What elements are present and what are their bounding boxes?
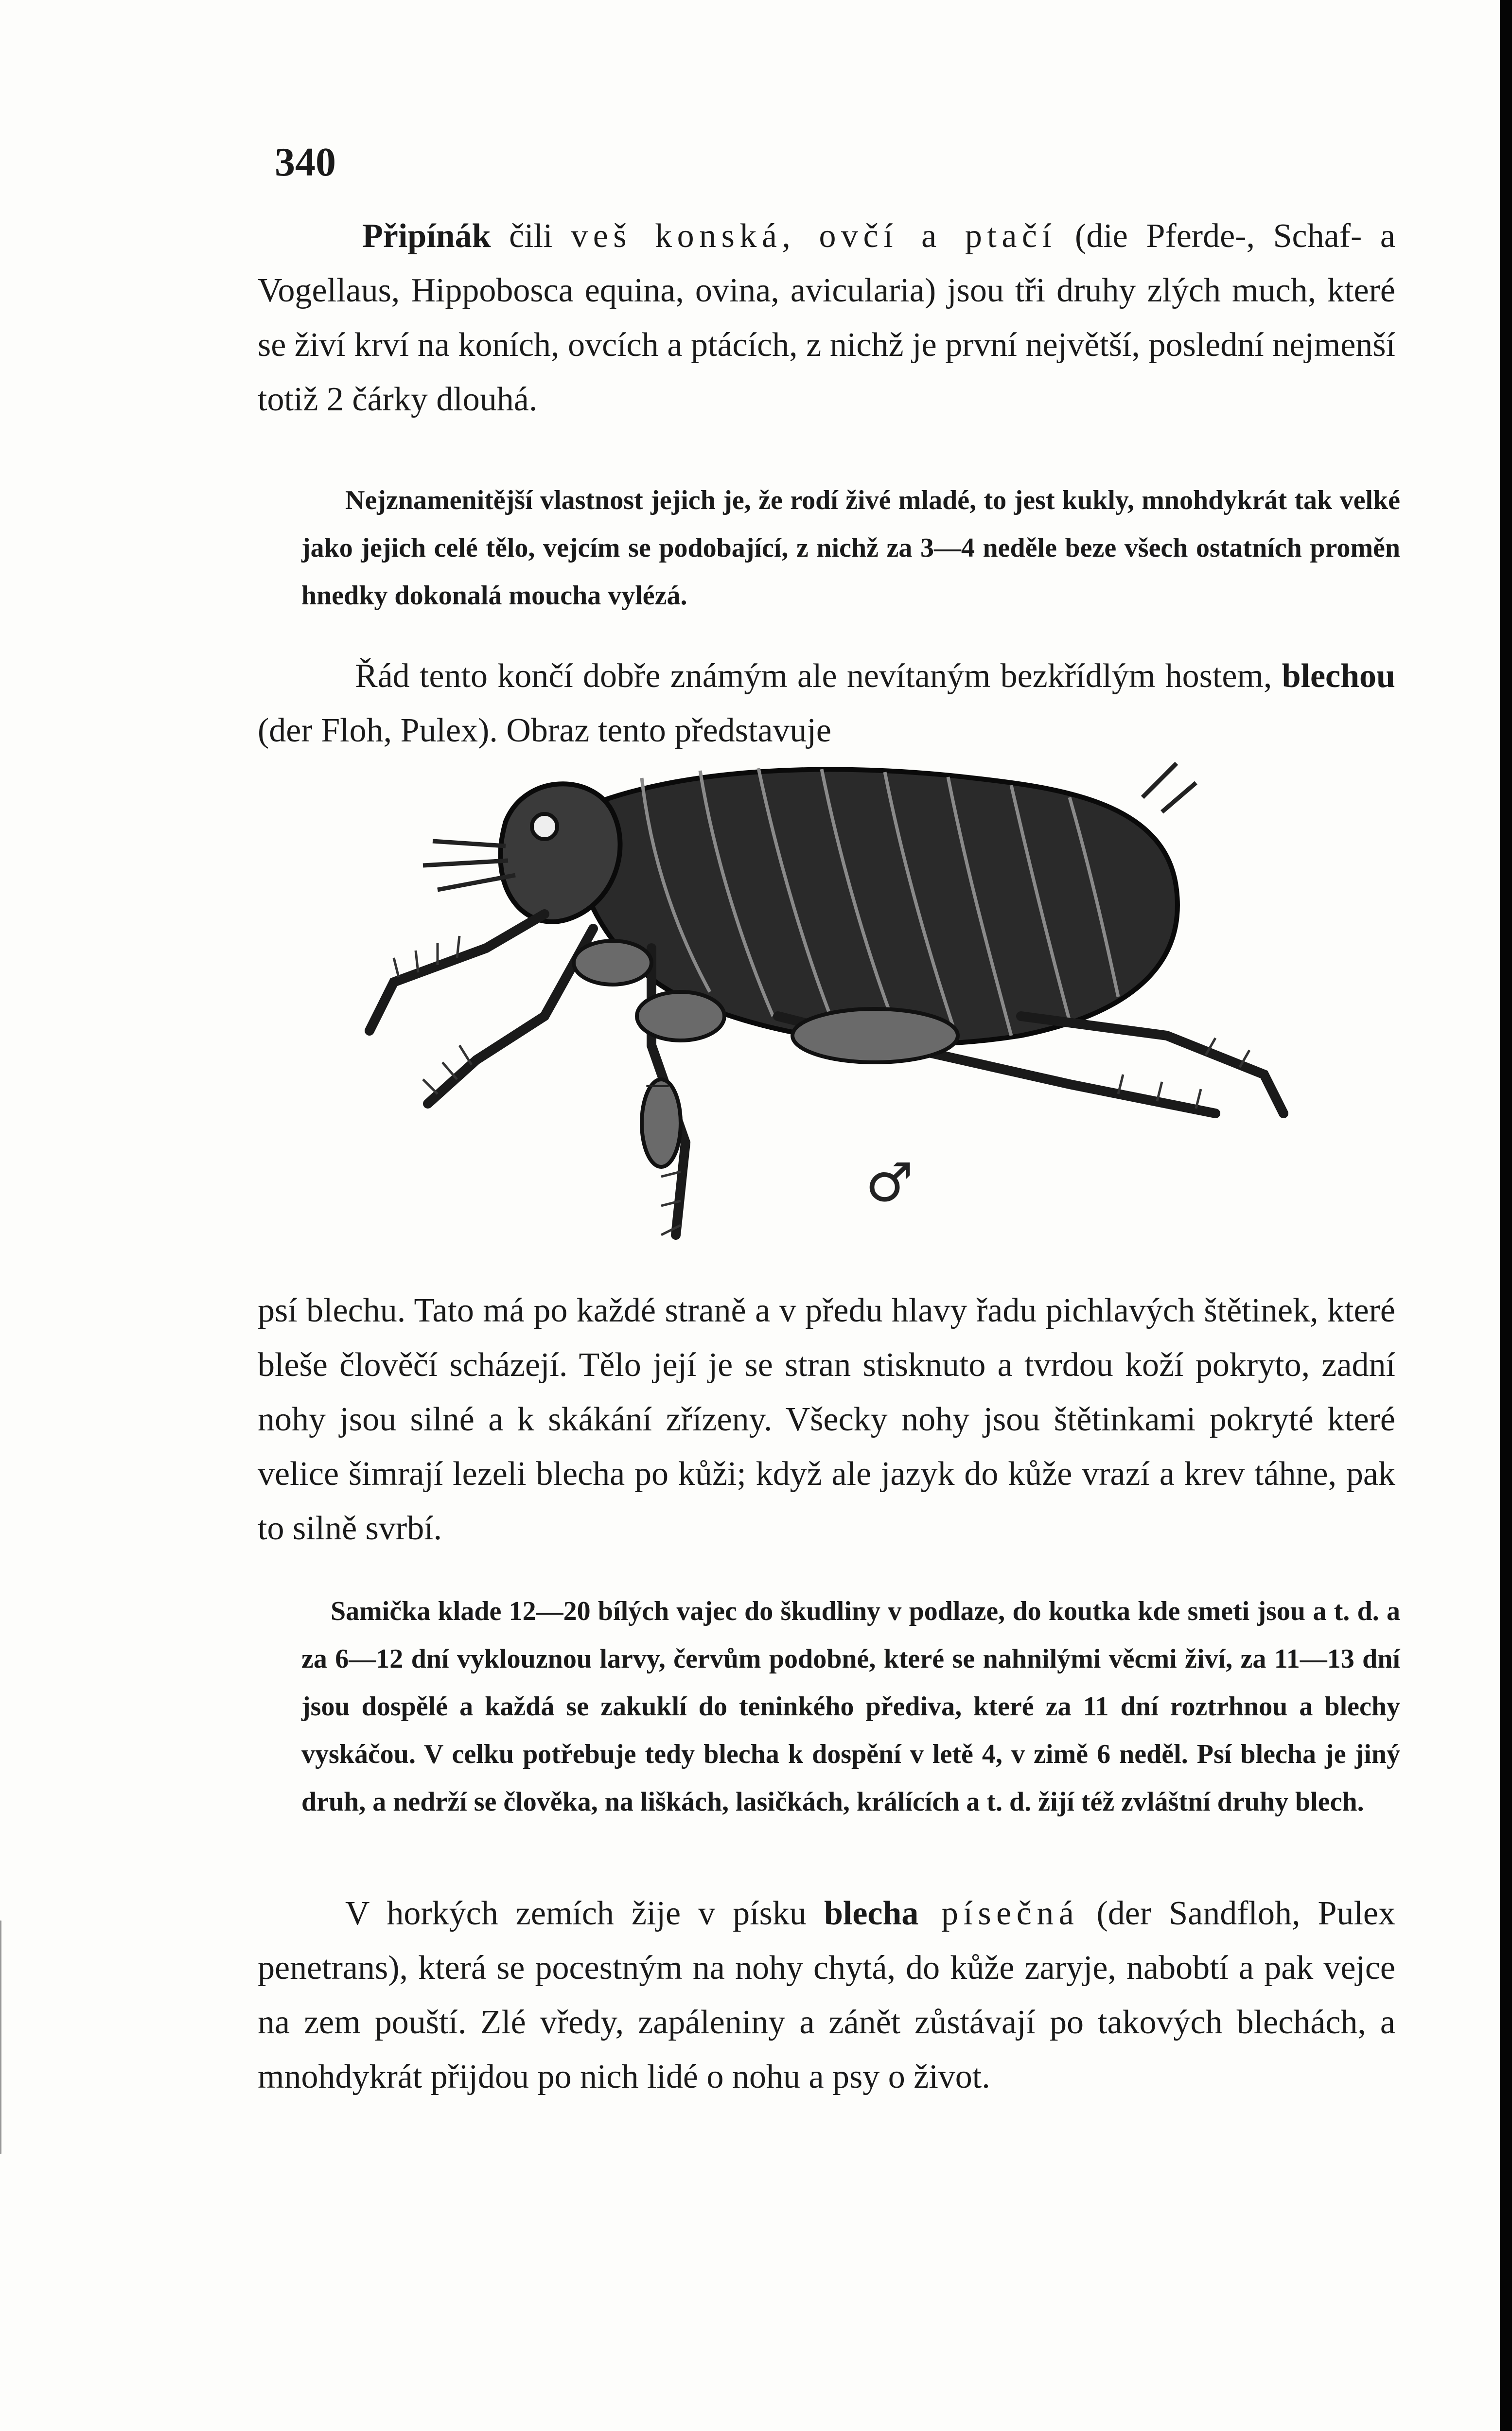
- term-blechou: blechou: [1282, 657, 1395, 695]
- paragraph-life-cycle: Samička klade 12—20 bílých vajec do škudliny v podlaze, do koutka kde smeti jsou a t. d. a za 6—12 dní vyklouznou larvy, červům podobné, které se nahnilými věcmi živí, za 11—13 dní jsou dospělé a každá se zakuklí do teninkého přediva, které za 11 dní roztrhnou a blechy vyskáčou. V celku potřebuje tedy blecha k dospění v letě 4, v zimě 6 neděl. Psí blecha je jiný druh, a nedrží se člověka, na liškách, lasičkách, králících a t. d. žijí též zvláštní druhy blech.: [301, 1596, 1400, 1817]
- page-edge-mark: [0, 1920, 6, 2154]
- term-blecha: blecha: [824, 1895, 919, 1932]
- paragraph-sand-flea: V horkých zemích žije v písku blecha písečná (der Sandfloh, Pulex penetrans), která se pocestným na nohy chytá, do kůže zaryje, nabobtí a pak vejce na zem pouští. Zlé vředy, zapáleniny a zánět zůstávají po takových blechách, a mnohdykrát přijdou po nich lidé o nohu a psy o život.: [258, 1895, 1395, 2096]
- paragraph-reproduction: Nejznamenitější vlastnost jejich je, že rodí živé mladé, to jest kukly, mnohdykrát tak velké jako jejich celé tělo, vejcím se podobající, z nichž za 3—4 neděle beze všech ostatních proměn hnedky dokonalá moucha vylézá.: [301, 485, 1400, 611]
- scan-edge: [1500, 0, 1512, 2431]
- flea-eye: [532, 814, 557, 839]
- dash-mark: –: [647, 1058, 668, 1106]
- flea-illustration: [340, 744, 1337, 1269]
- term-pripinak: Připínák: [362, 217, 491, 255]
- male-symbol: ♂: [865, 1151, 914, 1214]
- page-number: 340: [275, 140, 336, 185]
- paragraph-flea-intro: Řád tento končí dobře známým ale nevítaným bezkřídlým hostem, blechou (der Floh, Pulex). Obraz tento představuje: [258, 657, 1395, 749]
- spaced-names: veš konská, ovčí a ptačí: [571, 217, 1057, 255]
- paragraph-hippobosca: Připínák čili veš konská, ovčí a ptačí (die Pferde-, Schaf- a Vogellaus, Hippobosca equina, ovina, avicularia) jsou tři druhy zlých much, které se živí krví na koních, ovcích a ptácích, z nichž je první největší, poslední nejmenší totiž 2 čárky dlouhá.: [258, 217, 1395, 418]
- paragraph-dog-flea: psí blechu. Tato má po každé straně a v předu hlavy řadu pichlavých štětinek, které bleše člověčí scházejí. Tělo její je se stran stisknuto a tvrdou koží pokryto, zadní nohy jsou silné a k skákání zřízeny. Všecky nohy jsou štětinkami pokryté které velice šimrají lezeli blecha po kůži; když ale jazyk do kůže vrazí a krev táhne, pak to silně svrbí.: [258, 1292, 1395, 1547]
